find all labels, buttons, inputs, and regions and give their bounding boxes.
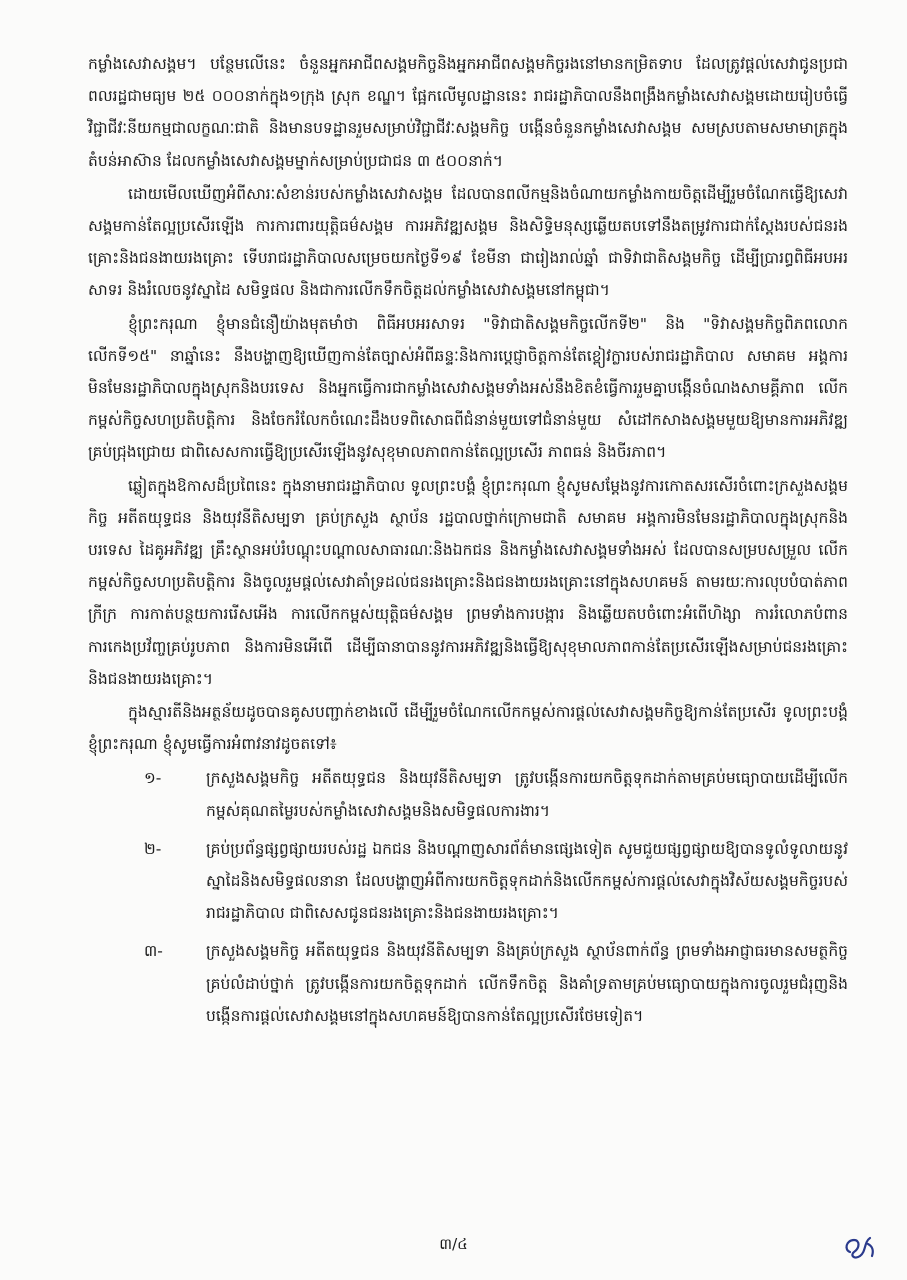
list-item-number: ៣-: [144, 942, 163, 961]
list-item: [88, 833, 848, 930]
list-item-number: ២-: [144, 839, 162, 858]
list-item: [88, 762, 848, 826]
list-item-number: ១-: [144, 769, 162, 788]
list-item: [88, 935, 848, 1032]
list-item-text: ក្រសួងសង្គមកិច្ច អតីតយុទ្ធជន និងយុវនីតិសម្បទា ត្រូវបង្កើនការយកចិត្តទុកដាក់តាមគ្រប់មធ្យោបាយដើម្បីលើកកម្ពស់គុណតម្លៃរបស់កម្លាំងសេវាសង្គមនិងសមិទ្ធផលការងារ។: [206, 769, 848, 820]
list-item-text: ក្រសួងសង្គមកិច្ច អតីតយុទ្ធជន និងយុវនីតិសម្បទា និងគ្រប់ក្រសួង ស្ថាប័នពាក់ព័ន្ធ ព្រមទាំងអាជ្ញាធរមានសមត្ថកិច្ចគ្រប់លំដាប់ថ្នាក់ ត្រូវបង្កើនការយកចិត្តទុកដាក់ លើកទឹកចិត្ត និងគាំទ្រតាមគ្រប់មធ្យោបាយក្នុងការចូលរួមជំរុញនិងបង្កើនការផ្តល់សេវាសង្គមនៅក្នុងសហគមន៍ឱ្យបានកាន់តែល្អប្រសើរថែមទៀត។: [206, 942, 848, 1025]
paragraph-4: ឆ្លៀតក្នុងឱកាសដ៏ប្រពៃនេះ ក្នុងនាមរាជរដ្ឋាភិបាល ទូលព្រះបង្គំ ខ្ញុំព្រះករុណា ខ្ញុំសូមសម្តែងនូវការកោតសរសើរចំពោះក្រសួងសង្គមកិច្ច អតីតយុទ្ធជន និងយុវនីតិសម្បទា គ្រប់ក្រសួង ស្ថាប័ន រដ្ឋបាលថ្នាក់ក្រោមជាតិ សមាគម អង្គការមិនមែនរដ្ឋាភិបាលក្នុងស្រុកនិងបរទេស ដៃគូអភិវឌ្ឍ គ្រឹះស្ថានអប់រំបណ្តុះបណ្តាលសាធារណៈនិងឯកជន និងកម្លាំងសេវាសង្គមទាំងអស់ ដែលបានសម្របសម្រួល លើកកម្ពស់កិច្ចសហប្រតិបត្តិការ និងចូលរួមផ្តល់សេវាគាំទ្រដល់ជនរងគ្រោះនិងជនងាយរងគ្រោះនៅក្នុងសហគមន៍ តាមរយៈការលុបបំបាត់ភាពក្រីក្រ ការកាត់បន្ថយការរើសអើង ការលើកកម្ពស់យុត្តិធម៌សង្គម ព្រមទាំងការបង្ការ និងឆ្លើយតបចំពោះអំពើហិង្សា ការរំលោភបំពាន ការកេងប្រវ័ញ្ចគ្រប់រូបភាព និងការមិនអើពើ ដើម្បីធានាបាននូវការអភិវឌ្ឍនិងធ្វើឱ្យសុខុមាលភាពកាន់តែប្រសើរឡើងសម្រាប់ជនរងគ្រោះនិងជនងាយរងគ្រោះ។: [88, 476, 848, 688]
document-body: [88, 48, 848, 1038]
paragraph-1: កម្លាំងសេវាសង្គម។ បន្ថែមលើនេះ ចំនួនអ្នកអាជីពសង្គមកិច្ចនិងអ្នកអាជីពសង្គមកិច្ចរងនៅមានកម្រិតទាប ដែលត្រូវផ្តល់សេវាជូនប្រជាពលរដ្ឋជាមធ្យម ២៥ ០០០នាក់ក្នុង១ក្រុង ស្រុក ខណ្ឌ។ ផ្អែកលើមូលដ្ឋាននេះ រាជរដ្ឋាភិបាលនឹងពង្រឹងកម្លាំងសេវាសង្គមដោយរៀបចំធ្វើវិជ្ជាជីវៈនីយកម្មជាលក្ខណៈជាតិ និងមានបទដ្ឋានរួមសម្រាប់វិជ្ជាជីវៈសង្គមកិច្ច បង្កើនចំនួនកម្លាំងសេវាសង្គម សមស្របតាមសមាមាត្រក្នុងតំបន់អាស៊ាន ដែលកម្លាំងសេវាសង្គមម្នាក់សម្រាប់ប្រជាជន ៣ ៥០០នាក់។: [88, 55, 848, 170]
page-number: ៣/៤: [439, 1235, 468, 1253]
paragraph-2: ដោយមើលឃើញអំពីសារៈសំខាន់របស់កម្លាំងសេវាសង្គម ដែលបានពលីកម្មនិងចំណាយកម្លាំងកាយចិត្តដើម្បីរួមចំណែកធ្វើឱ្យសេវាសង្គមកាន់តែល្អប្រសើរឡើង ការការពារយុត្តិធម៌សង្គម ការអភិវឌ្ឍសង្គម និងសិទ្ធិមនុស្សឆ្លើយតបទៅនឹងតម្រូវការជាក់ស្តែងរបស់ជនរងគ្រោះនិងជនងាយរងគ្រោះ ទើបរាជរដ្ឋាភិបាលសម្រេចយកថ្ងៃទី១៩ ខែមីនា ជារៀងរាល់ឆ្នាំ ជាទិវាជាតិសង្គមកិច្ច ដើម្បីប្រារព្ធពិធីអបអរសាទរ និងរំលេចនូវស្នាដៃ សមិទ្ធផល និងជាការលើកទឹកចិត្តដល់កម្លាំងសេវាសង្គមនៅកម្ពុជា។: [88, 184, 848, 300]
paragraph-5: ក្នុងស្មារតីនិងអត្ថន័យដូចបានគូសបញ្ជាក់ខាងលើ ដើម្បីរួមចំណែកលើកកម្ពស់ការផ្តល់សេវាសង្គមកិច្ចឱ្យកាន់តែប្រសើរ ទូលព្រះបង្គំ ខ្ញុំព្រះករុណា ខ្ញុំសូមធ្វើការអំពាវនាវដូចតទៅ៖: [88, 703, 848, 754]
appeal-list: [88, 762, 848, 1032]
list-item-text: គ្រប់ប្រព័ន្ធផ្សព្វផ្សាយរបស់រដ្ឋ ឯកជន និងបណ្តាញសារព័ត៌មានផ្សេងទៀត សូមជួយផ្សព្វផ្សាយឱ្យបានទូលំទូលាយនូវស្នាដៃនិងសមិទ្ធផលនានា ដែលបង្ហាញអំពីការយកចិត្តទុកដាក់និងលើកកម្ពស់ការផ្តល់សេវាក្នុងវិស័យសង្គមកិច្ចរបស់រាជរដ្ឋាភិបាល ជាពិសេសជូនជនរងគ្រោះនិងជនងាយរងគ្រោះ។: [206, 839, 848, 923]
handwritten-initial-mark: [840, 1230, 880, 1266]
paragraph-3: ខ្ញុំព្រះករុណា ខ្ញុំមានជំនឿយ៉ាងមុតមាំថា ពិធីអបអរសាទរ "ទិវាជាតិសង្គមកិច្ចលើកទី២" និង "ទិវាសង្គមកិច្ចពិភពលោកលើកទី១៥" នាឆ្នាំនេះ នឹងបង្ហាញឱ្យឃើញកាន់តែច្បាស់អំពីឆន្ទៈនិងការប្តេជ្ញាចិត្តកាន់តែខ្ពៀវក្លារបស់រាជរដ្ឋាភិបាល សមាគម អង្គការមិនមែនរដ្ឋាភិបាលក្នុងស្រុកនិងបរទេស និងអ្នកធ្វើការជាកម្លាំងសេវាសង្គមទាំងអស់នឹងខិតខំធ្វើការរួមគ្នាបង្កើនចំណងសាមគ្គីភាព លើកកម្ពស់កិច្ចសហប្រតិបត្តិការ និងចែករំលែកចំណេះដឹងបទពិសោធពីជំនាន់មួយទៅជំនាន់មួយ សំដៅកសាងសង្គមមួយឱ្យមានការអភិវឌ្ឍគ្រប់ជ្រុងជ្រោយ ជាពិសេសការធ្វើឱ្យប្រសើរឡើងនូវសុខុមាលភាពកាន់តែល្អប្រសើរ ភាពធន់ និងចីរភាព។: [88, 314, 848, 462]
